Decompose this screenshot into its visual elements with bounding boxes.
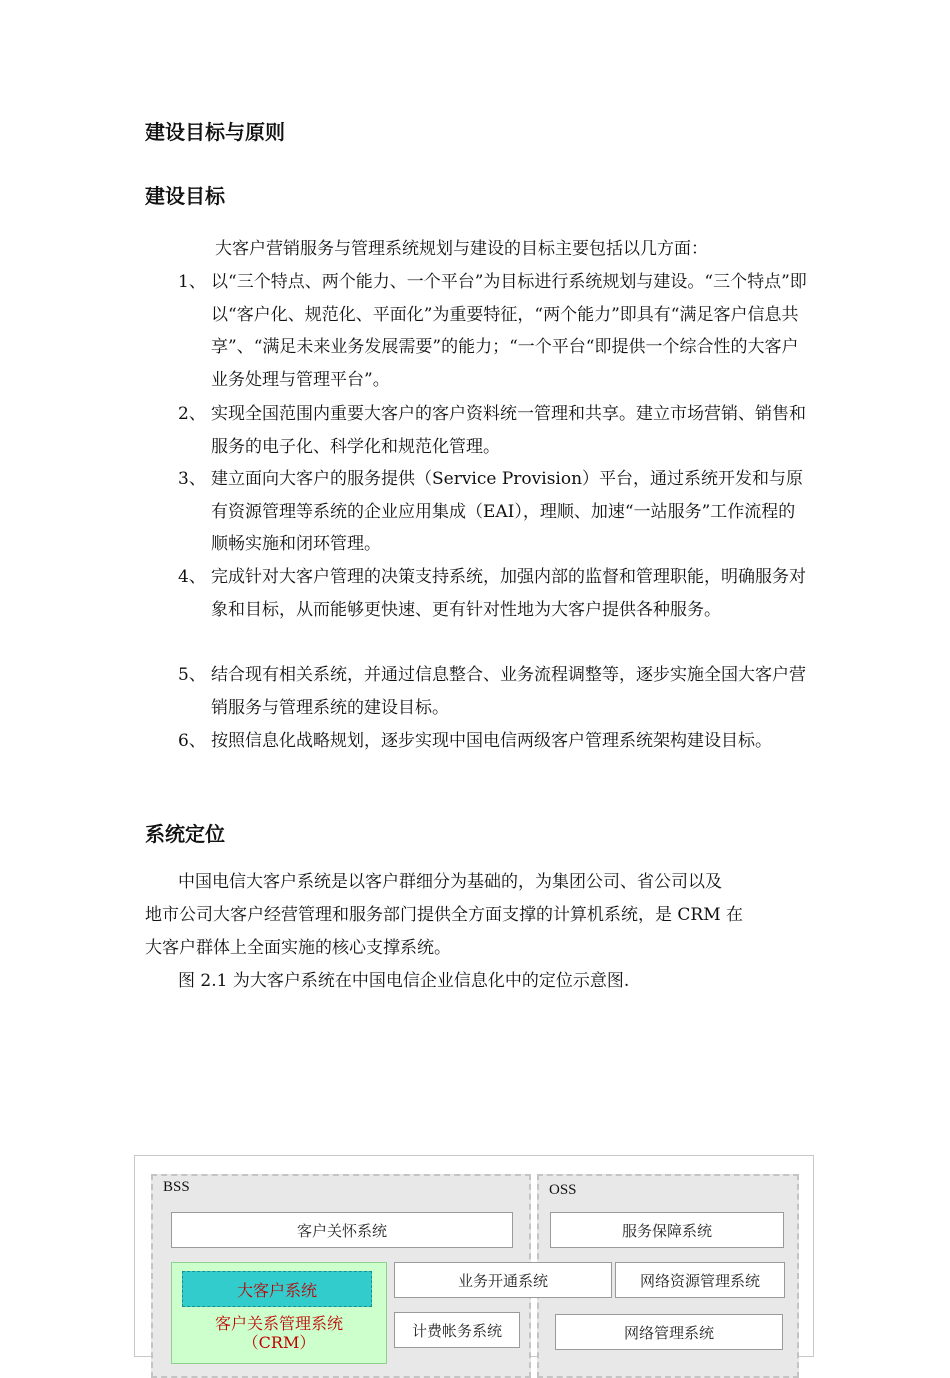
goal-item-2 <box>178 398 811 463</box>
crm-system-box <box>171 1262 387 1364</box>
goals-intro: 大客户营销服务与管理系统规划与建设的目标主要包括以几方面： <box>215 239 708 259</box>
goal-item-6 <box>178 725 811 758</box>
positioning-paragraph-line: 中国电信大客户系统是以客户群细分为基础的，为集团公司、省公司以及 <box>178 872 722 892</box>
network-management-system-box: 网络管理系统 <box>555 1314 783 1350</box>
crm-abbr: （CRM） <box>242 1333 316 1352</box>
goal-text: 实现全国范围内重要大客户的客户资料统一管理和共享。建立市场营销、销售和服务的电子化、科学化和规范化管理。 <box>211 404 806 457</box>
goal-number: 1、 <box>178 272 206 292</box>
goal-text: 按照信息化战略规划，逐步实现中国电信两级客户管理系统架构建设目标。 <box>211 731 772 751</box>
positioning-paragraph-line: 大客户群体上全面实施的核心支撑系统。 <box>145 938 451 958</box>
bss-label: BSS <box>163 1179 190 1195</box>
goal-number: 5、 <box>178 665 206 685</box>
subsection-title-positioning: 系统定位 <box>145 822 225 846</box>
goal-number: 6、 <box>178 731 206 751</box>
subsection-title-goals: 建设目标 <box>145 184 225 208</box>
goal-item-3 <box>178 463 811 561</box>
key-account-system-box: 大客户系统 <box>182 1271 372 1307</box>
goal-item-5 <box>178 659 811 724</box>
service-provisioning-system-box: 业务开通系统 <box>394 1262 612 1298</box>
goal-text: 建立面向大客户的服务提供（Service Provision）平台，通过系统开发和与原有资源管理等系统的企业应用集成（EAI），理顺、加速“一站服务”工作流程的顺畅实施和闭环管理。 <box>211 469 804 555</box>
figure-caption: 图 2.1 为大客户系统在中国电信企业信息化中的定位示意图. <box>178 971 630 991</box>
network-resource-system-box: 网络资源管理系统 <box>615 1262 785 1298</box>
positioning-paragraph-line: 地市公司大客户经营管理和服务部门提供全方面支撑的计算机系统，是 CRM 在 <box>145 905 744 925</box>
goal-text: 结合现有相关系统，并通过信息整合、业务流程调整等，逐步实施全国大客户营销服务与管理系统的建设目标。 <box>211 665 806 718</box>
goal-number: 4、 <box>178 567 206 587</box>
billing-system-box: 计费帐务系统 <box>394 1312 520 1348</box>
goal-text: 以“三个特点、两个能力、一个平台”为目标进行系统规划与建设。“三个特点”即以“客户化、规范化、平面化”为重要特征，“两个能力”即具有“满足客户信息共享”、“满足未来业务发展需要”的能力；“一个平台“即提供一个综合性的大客户业务处理与管理平台”。 <box>211 272 807 391</box>
goal-text: 完成针对大客户管理的决策支持系统，加强内部的监督和管理职能，明确服务对象和目标，从而能够更快速、更有针对性地为大客户提供各种服务。 <box>211 567 806 620</box>
goal-item-4 <box>178 561 811 626</box>
crm-name: 客户关系管理系统 <box>214 1314 343 1333</box>
service-assurance-system-box: 服务保障系统 <box>550 1212 784 1248</box>
goal-number: 2、 <box>178 404 206 424</box>
positioning-diagram <box>134 1155 814 1357</box>
customer-care-system-box: 客户关怀系统 <box>171 1212 513 1248</box>
goal-item-1 <box>178 266 811 397</box>
oss-label: OSS <box>549 1182 577 1198</box>
goal-number: 3、 <box>178 469 206 489</box>
section-title: 建设目标与原则 <box>145 120 285 144</box>
